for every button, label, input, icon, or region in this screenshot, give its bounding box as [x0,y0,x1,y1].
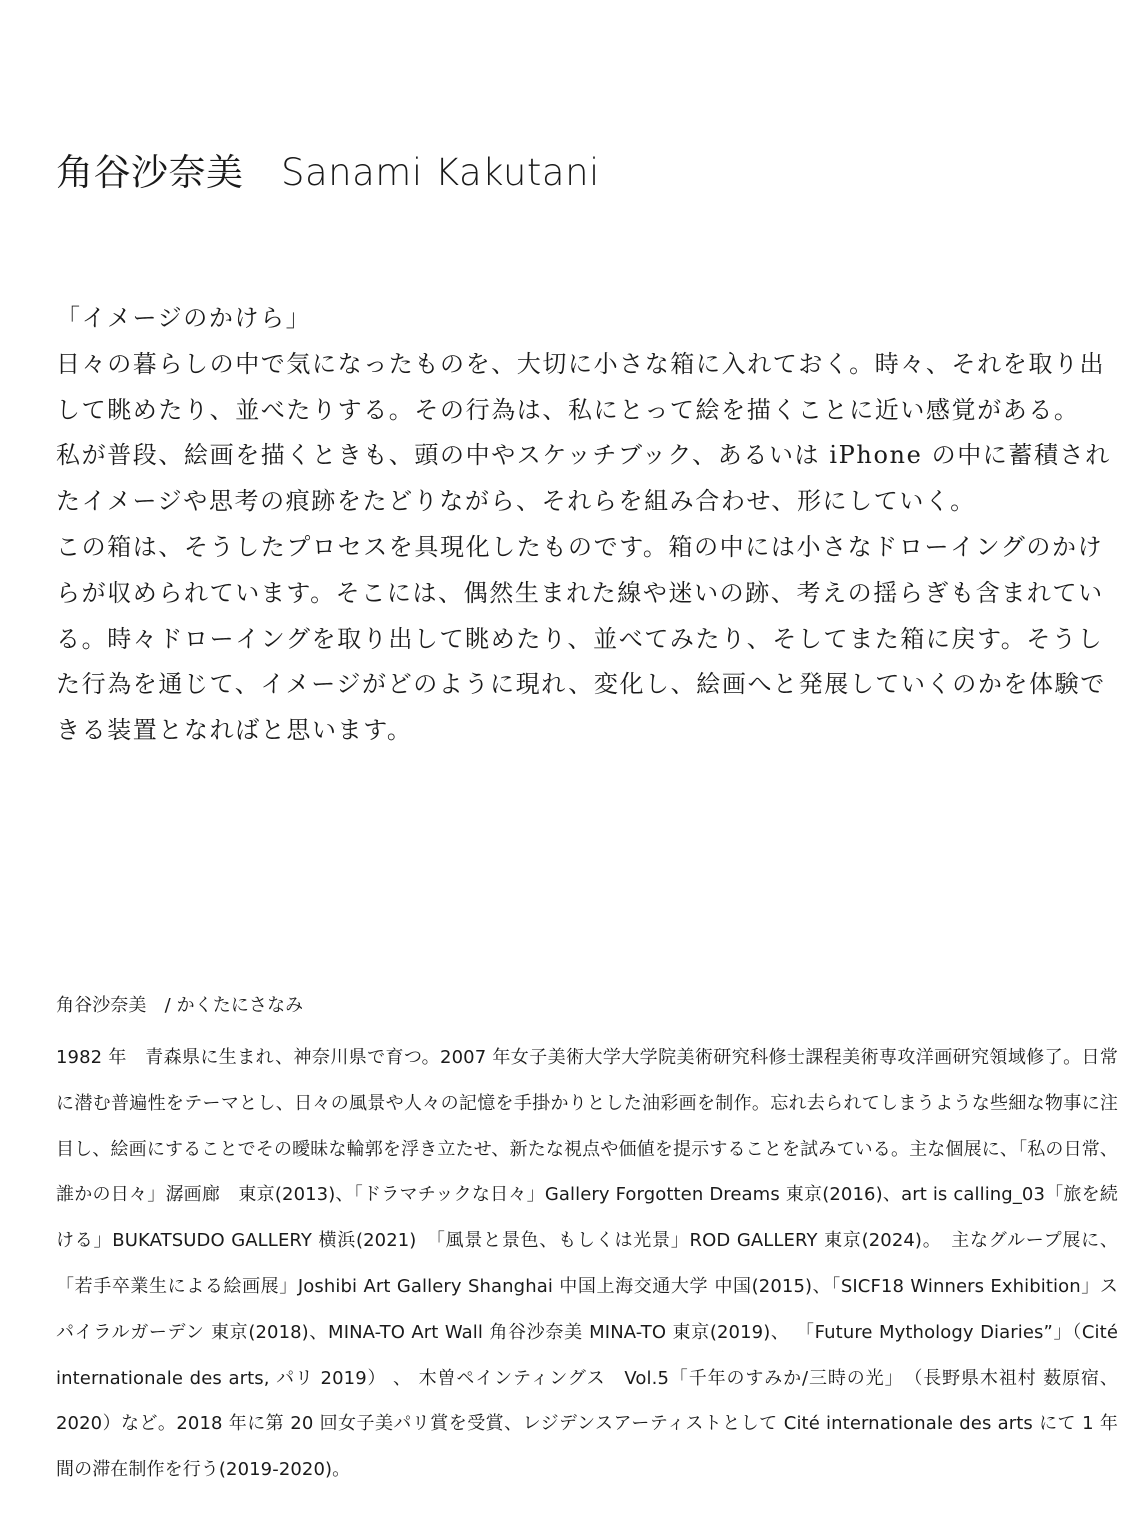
statement-paragraph: 日々の暮らしの中で気になったものを、大切に小さな箱に入れておく。時々、それを取り出して眺めたり、並べたりする。その行為は、私にとって絵を描くことに近い感覚がある。 [56,349,1106,424]
page-title: 角谷沙奈美 Sanami Kakutani [56,151,600,194]
bio-name: 角谷沙奈美 / かくたにさなみ [56,995,304,1016]
statement-heading: 「イメージのかけら」 [56,304,312,332]
artist-biography [56,990,1118,1493]
statement-paragraph: 私が普段、絵画を描くときも、頭の中やスケッチブック、あるいは iPhone の中に蓄積されたイメージや思考の痕跡をたどりながら、それらを組み合わせ、形にしていく。 [56,441,1111,516]
artist-statement [56,296,1118,754]
bio-text: 1982 年 青森県に生まれ、神奈川県で育つ。2007 年女子美術大学大学院美術研究科修士課程美術専攻洋画研究領域修了。日常に潜む普遍性をテーマとし、日々の風景や人々の記憶を手掛かりとした油彩画を制作。忘れ去られてしまうような些細な物事に注目し、絵画にすることでその曖昧な輪郭を浮き立たせ、新たな視点や価値を提示することを試みている。主な個展に、「私の日常、誰かの日々」潺画廊 東京(2013)、「ドラマチックな日々」Gallery Forgotten Dreams 東京(2016)、art is calling_03「旅を続ける」BUKATSUDO GALLERY 横浜(2021) 「風景と景色、もしくは光景」ROD GALLERY 東京(2024)。 主なグループ展に、「若手卒業生による絵画展」Joshibi Art Gallery Shanghai 中国上海交通大学 中国(2015)、「SICF18 Winners Exhibition」スパイラルガーデン 東京(2018)、MINA-TO Art Wall 角谷沙奈美 MINA-TO 東京(2019)、 「Future Mythology Diaries”」（Cité internationale des arts, パリ 2019） 、 木曽ペインティングス Vol.5「千年のすみか/三時の光」 （長野県木祖村 薮原宿、2020）など。2018 年に第 20 回女子美パリ賞を受賞、レジデンスアーティストとして Cité internationale des arts にて 1 年間の滞在制作を行う(2019-2020)。 [56,1047,1118,1481]
statement-paragraph: この箱は、そうしたプロセスを具現化したものです。箱の中には小さなドローイングのかけらが収められています。そこには、偶然生まれた線や迷いの跡、考えの揺らぎも含まれている。時々ドローイングを取り出して眺めたり、並べてみたり、そしてまた箱に戻す。そうした行為を通じて、イメージがどのように現れ、変化し、絵画へと発展していくのかを体験できる装置となればと思います。 [56,532,1106,745]
